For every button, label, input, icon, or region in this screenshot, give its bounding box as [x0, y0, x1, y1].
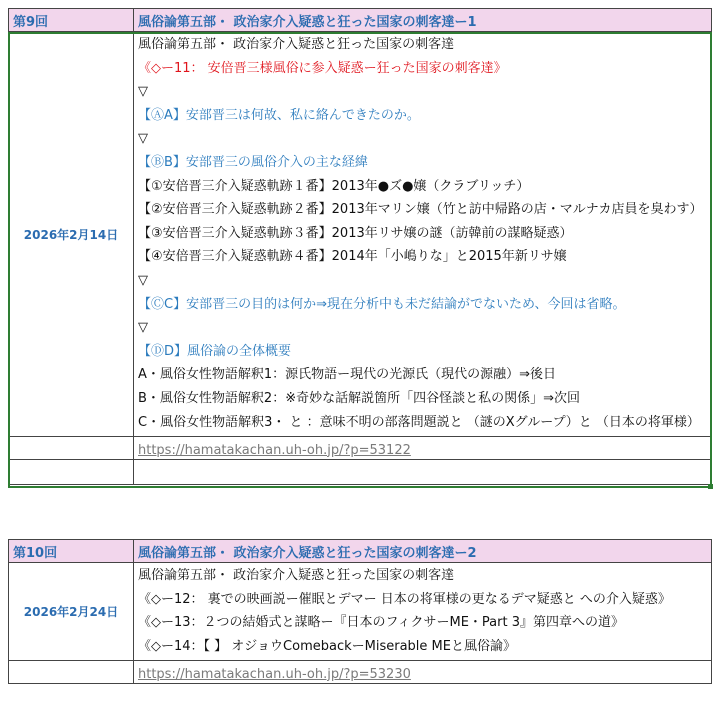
- entry-title-text: 風俗論第五部・ 政治家介入疑惑と狂った国家の刺客達ー2: [138, 545, 477, 561]
- entry-body[interactable]: [134, 32, 712, 437]
- body-line: 《◇ー13：２つの結婚式と謀略ー『日本のフィクサーME・Part 3』第四章への道》: [138, 615, 624, 631]
- entry-title-text: 風俗論第五部・ 政治家介入疑惑と狂った国家の刺客達ー1: [138, 14, 477, 30]
- empty-cell[interactable]: [134, 460, 712, 485]
- url-cell[interactable]: [134, 437, 712, 460]
- body-line: B・風俗女性物語解釈2：※奇妙な話解説箇所「四谷怪談と私の関係」⇒次回: [138, 390, 580, 406]
- body-line: A・風俗女性物語解釈1：源氏物語ー現代の光源氏（現代の源融）⇒後日: [138, 367, 557, 383]
- url-cell[interactable]: [134, 661, 712, 684]
- entry-date[interactable]: 2026年2月14日: [9, 32, 134, 437]
- body-line: 【①安倍晋三介入疑惑軌跡１番】2013年●ズ●嬢（クラブリッチ）: [138, 178, 530, 194]
- body-line: ▽: [138, 320, 148, 336]
- entry-date[interactable]: 2026年2月24日: [9, 563, 134, 661]
- fill-handle[interactable]: [708, 484, 713, 489]
- body-line: ▽: [138, 84, 148, 100]
- body-line-episode: 《◇ー11： 安倍晋三様風俗に参入疑惑ー狂った国家の刺客達》: [138, 60, 507, 76]
- entry-title[interactable]: [134, 9, 712, 32]
- post-link[interactable]: https://hamatakachan.uh-oh.jp/?p=53122: [138, 442, 411, 458]
- entry-body[interactable]: [134, 563, 712, 661]
- entry-number[interactable]: 第10回: [9, 540, 134, 563]
- entry-number[interactable]: 第9回: [9, 9, 134, 32]
- body-line: 【②安倍晋三介入疑惑軌跡２番】2013年マリン嬢（竹と訪中帰路の店・マルナカ店員を臭わす）: [138, 202, 703, 218]
- body-line: 《◇ー14：【 】 オジョウComebackーMiserable MEと風俗論》: [138, 638, 516, 654]
- body-line: 【③安倍晋三介入疑惑軌跡３番】2013年リサ嬢の謎（訪韓前の謀略疑惑）: [138, 225, 573, 241]
- empty-cell[interactable]: [9, 661, 134, 684]
- body-line: 【④安倍晋三介入疑惑軌跡４番】2014年「小嶋りな」と2015年新リサ嬢: [138, 249, 567, 265]
- empty-cell[interactable]: [9, 437, 134, 460]
- body-line: 《◇ー12： 裏での映画説ー催眠とデマー 日本の将軍様の更なるデマ疑惑と への介入疑惑》: [138, 591, 671, 607]
- body-line: 風俗論第五部・ 政治家介入疑惑と狂った国家の刺客達: [138, 568, 455, 583]
- entry-title[interactable]: [134, 540, 712, 563]
- body-line: ▽: [138, 272, 148, 288]
- entry-10: [8, 539, 712, 684]
- body-line-section: 【ⒷB】安部晋三の風俗介入の主な経緯: [138, 154, 368, 170]
- body-line-section: 【ⒹD】風俗論の全体概要: [138, 343, 292, 359]
- body-line: 風俗論第五部・ 政治家介入疑惑と狂った国家の刺客達: [138, 37, 455, 52]
- empty-cell[interactable]: [9, 460, 134, 485]
- body-line: ▽: [138, 131, 148, 147]
- entry-9: [8, 8, 712, 485]
- body-line-section: 【ⒸC】安部晋三の目的は何か⇒現在分析中も未だ結論がでないため、今回は省略。: [138, 296, 626, 312]
- post-link[interactable]: https://hamatakachan.uh-oh.jp/?p=53230: [138, 666, 411, 682]
- body-line: C・風俗女性物語解釈3・ と ：意味不明の部落問題説と （謎のXグループ）と （日本の将軍様）: [138, 414, 700, 430]
- body-line-section: 【ⒶA】安部晋三は何故、私に絡んできたのか。: [138, 107, 420, 123]
